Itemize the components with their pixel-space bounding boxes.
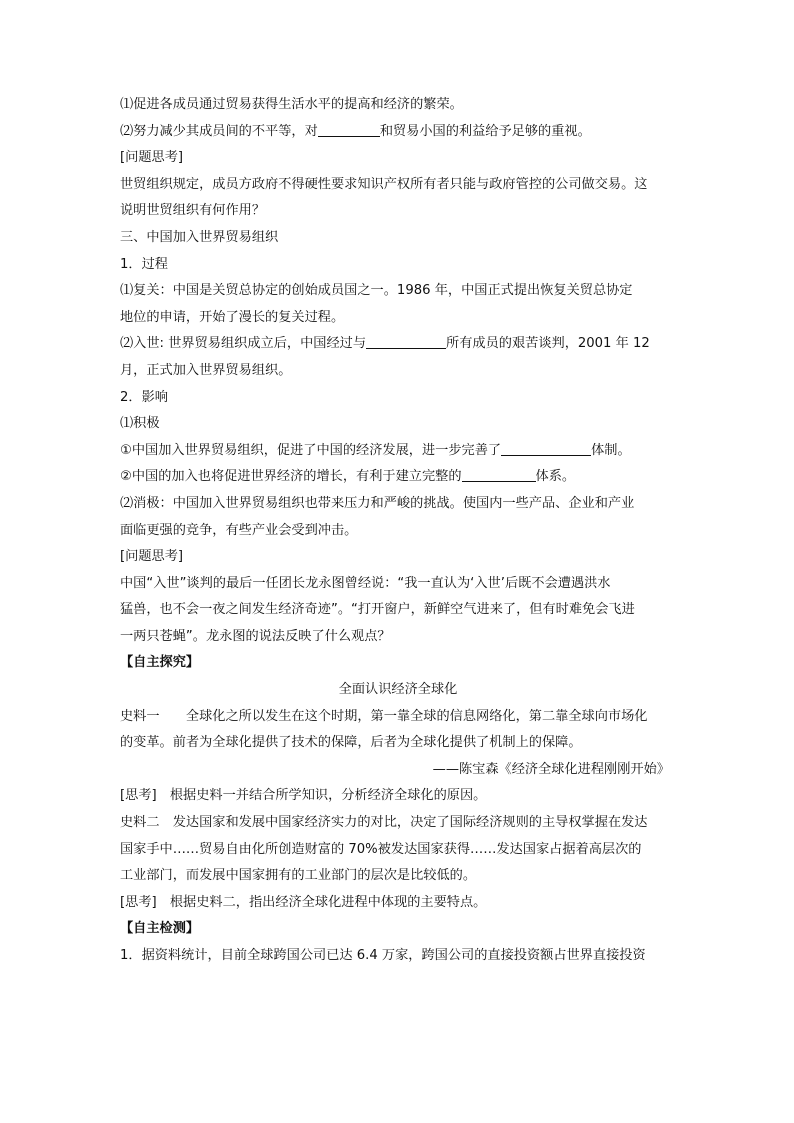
text-line: 地位的申请，开始了漫长的复关过程。 (120, 309, 345, 325)
question-line: [思考] 根据史料一并结合所学知识，分析经济全球化的原因。 (120, 788, 487, 804)
text-segment: 和贸易小国的利益给予足够的重视。 (379, 123, 591, 139)
fill-blank[interactable] (318, 122, 380, 137)
section-heading: 三、中国加入世界贸易组织 (120, 229, 279, 245)
text-segment: 所有成员的艰苦谈判，2001 年 12 (446, 336, 650, 352)
text-line: 工业部门，而发展中国家拥有的工业部门的层次是比较低的。 (120, 868, 477, 884)
text-line: ⑴促进各成员通过贸易获得生活水平的提高和经济的繁荣。 (120, 97, 463, 112)
section-heading: 【自主探究】 (120, 655, 200, 671)
fill-blank[interactable] (462, 467, 536, 482)
subheading: 2．影响 (120, 389, 168, 405)
text-line: 中国“入世”谈判的最后一任团长龙永图曾经说：“我一直认为‘入世’后既不会遭遇洪水 (120, 575, 611, 591)
section-label: [问题思考] (120, 549, 184, 565)
text-line: 一两只苍蝇”。龙永图的说法反映了什么观点？ (120, 628, 391, 644)
text-line-with-blank (120, 331, 676, 358)
citation: ——陈宝森《经济全球化进程刚刚开始》 (432, 761, 670, 777)
text-line: 的变革。前者为全球化提供了技术的保障，后者为全球化提供了机制上的保障。 (120, 735, 582, 751)
text-line: 史料一 全球化之所以发生在这个时期，第一靠全球的信息网络化，第二靠全球向市场化 (120, 708, 648, 724)
subheading: 1．过程 (120, 256, 168, 272)
fill-blank[interactable] (366, 334, 446, 349)
section-heading: 【自主检测】 (120, 921, 200, 937)
text-line: 1．据资料统计，目前全球跨国公司已达 6.4 万家，跨国公司的直接投资额占世界直接投资 (120, 948, 646, 963)
text-line-with-blank (120, 119, 676, 146)
text-segment: ①中国加入世界贸易组织，促进了中国的经济发展，进一步完善了 (120, 442, 502, 458)
text-line: 面临更强的竞争，有些产业会受到冲击。 (120, 522, 358, 538)
text-segment: ②中国的加入也将促进世界经济的增长，有利于建立完整的 (120, 469, 462, 485)
text-line: 史料二 发达国家和发展中国家经济实力的对比，决定了国际经济规则的主导权掌握在发达 (120, 815, 648, 831)
fill-blank[interactable] (501, 441, 591, 456)
text-segment: 体系。 (535, 469, 576, 485)
text-segment: ⑵努力减少其成员间的不平等，对 (120, 123, 318, 139)
text-line-with-blank (120, 464, 676, 491)
text-line: 国家手中……贸易自由化所创造财富的 70%被发达国家获得……发达国家占据着高层次的 (120, 841, 642, 857)
text-line: 猛兽，也不会一夜之间发生经济奇迹”。“打开窗户，新鲜空气进来了，但有时难免会飞进 (120, 602, 635, 618)
passage-title: 全面认识经济全球化 (338, 682, 458, 698)
section-label: [问题思考] (120, 150, 184, 166)
text-line: 月，正式加入世界贸易组织。 (120, 362, 292, 378)
text-segment: 体制。 (591, 442, 631, 458)
subheading: ⑴积极 (120, 416, 160, 432)
text-line: ⑴复关：中国是关贸总协定的创始成员国之一。1986 年，中国正式提出恢复关贸总协定 (120, 283, 633, 299)
document-page (120, 92, 676, 970)
text-segment: ⑵入世: 世界贸易组织成立后，中国经过与 (120, 336, 367, 352)
text-line: 世贸组织规定，成员方政府不得硬性要求知识产权所有者只能与政府管控的公司做交易。这 (120, 176, 648, 192)
text-line: ⑵消极：中国加入世界贸易组织也带来压力和严峻的挑战。使国内一些产品、企业和产业 (120, 495, 635, 511)
question-line: [思考] 根据史料二，指出经济全球化进程中体现的主要特点。 (120, 894, 487, 910)
text-line-with-blank (120, 438, 676, 465)
text-line: 说明世贸组织有何作用？ (120, 203, 266, 219)
